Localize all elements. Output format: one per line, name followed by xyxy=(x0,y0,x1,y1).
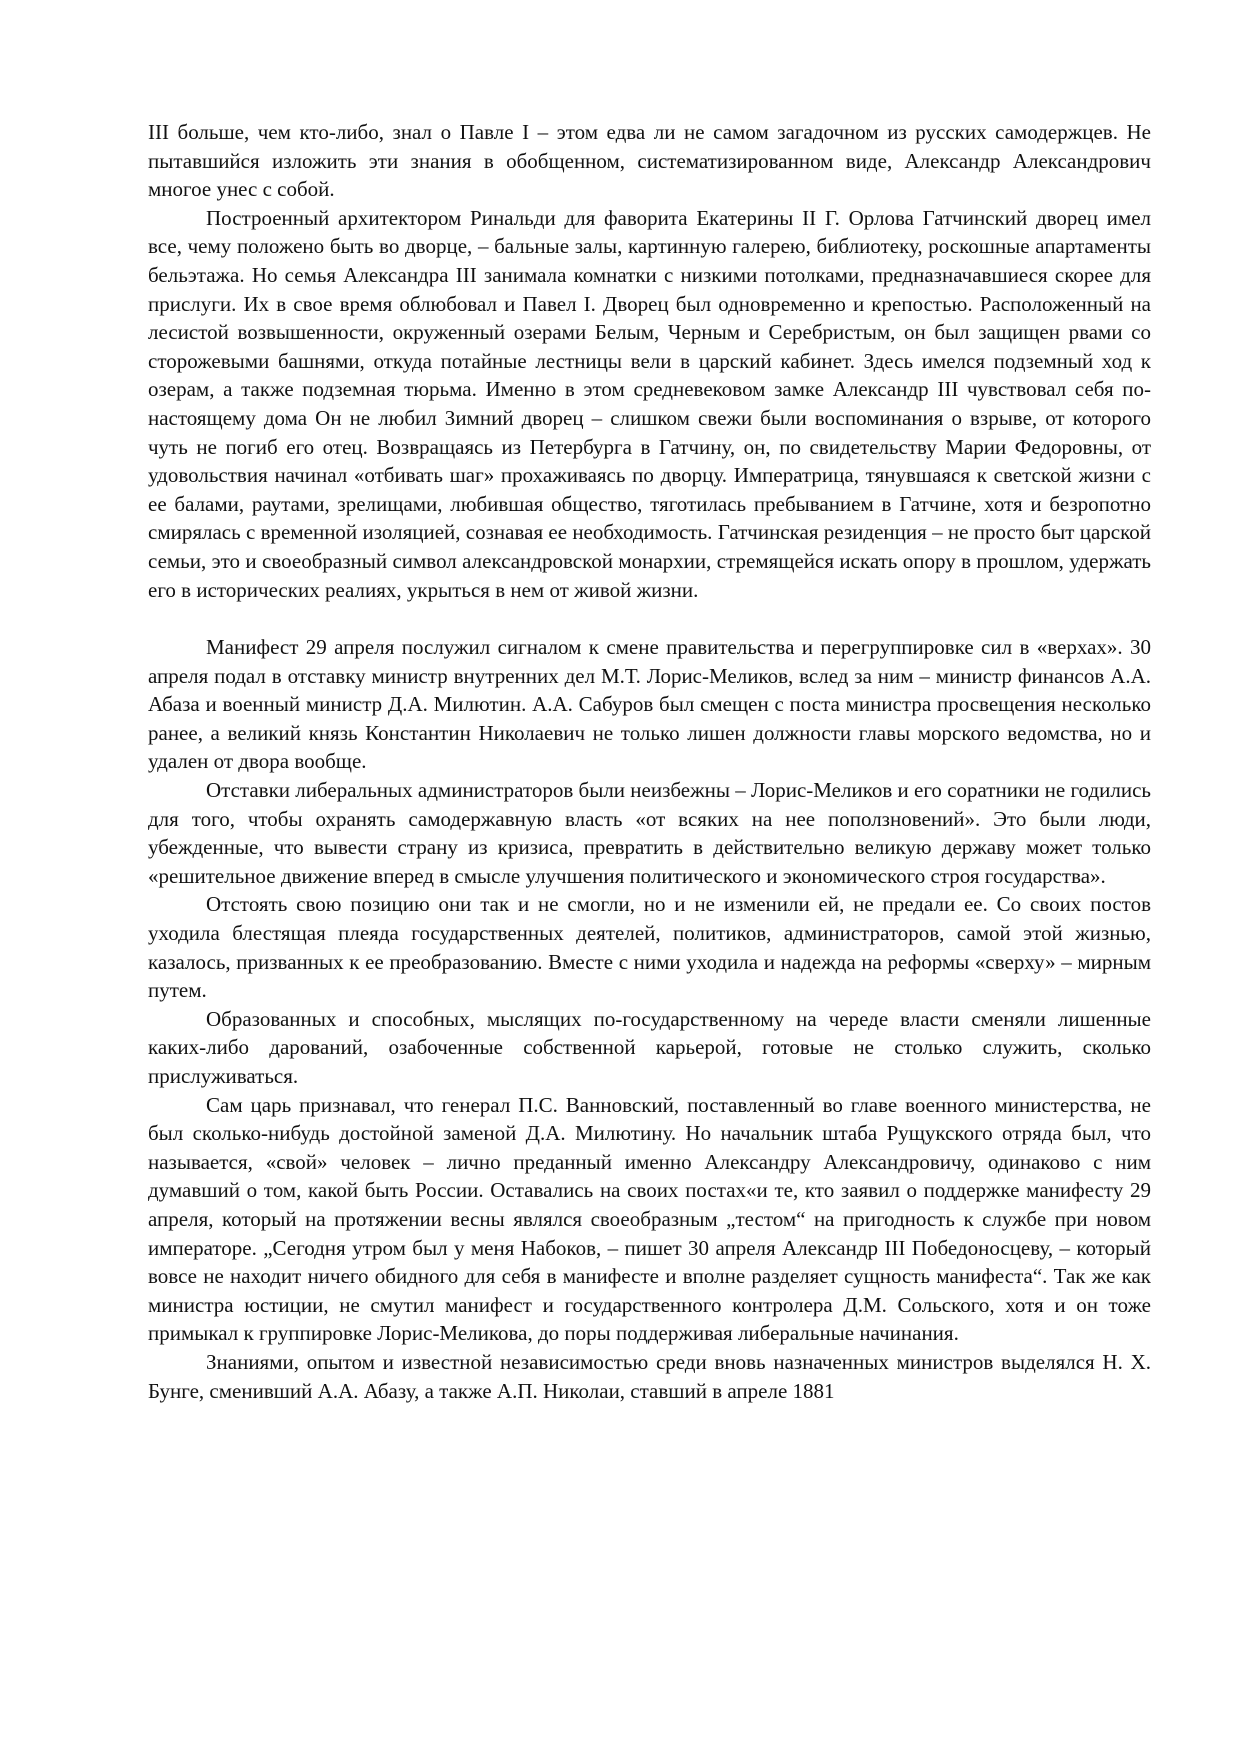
paragraph: III больше, чем кто-либо, знал о Павле I – этом едва ли не самом загадочном из русских самодержцев. Не пытавшийся изложить эти знания в обобщенном, систематизированном виде, Александр Александрович многое унес с собой. xyxy=(148,120,1151,202)
paragraph: Знаниями, опытом и известной независимостью среди вновь назначенных министров выделялся Н. Х. Бунге, сменивший А.А. Абазу, а также А.П. Николаи, ставший в апреле 1881 xyxy=(148,1349,1151,1403)
paragraph: Отстоять свою позицию они так и не смогли, но и не изменили ей, не предали ее. Со своих постов уходила блестящая плеяда государственных деятелей, политиков, администраторов, самой этой жизнью, казалось, призванных к ее преобразованию. Вместе с ними уходила и надежда на реформы «сверху» – мирным путем. xyxy=(148,892,1151,1003)
paragraph: Построенный архитектором Ринальди для фаворита Екатерины II Г. Орлова Гатчинский дворец имел все, чему положено быть во дворце, – бальные залы, картинную галерею, библиотеку, роскошные апартаменты бельэтажа. Но семья Александра III занимала комнатки с низкими потолками, предназначавшиеся скорее для прислуги. Их в свое время облюбовал и Павел I. Дворец был одновременно и крепостью. Расположенный на лесистой возвышенности, окруженный озерами Белым, Черным и Серебристым, он был защищен рвами со сторожевыми башнями, откуда потайные лестницы вели в царский кабинет. Здесь имелся подземный ход к озерам, а также подземная тюрьма. Именно в этом средневековом замке Александр III чувствовал себя по-настоящему дома Он не любил Зимний дворец – слишком свежи были воспоминания о взрыве, от которого чуть не погиб его отец. Возвращаясь из Петербурга в Гатчину, он, по свидетельству Марии Федоровны, от удовольствия начинал «отбивать шаг» прохаживаясь по дворцу. Императрица, тянувшаяся к светской жизни с ее балами, раутами, зрелищами, любившая общество, тяготилась пребыванием в Гатчине, хотя и безропотно смирялась с временной изоляцией, сознавая ее необходимость. Гатчинская резиденция – не просто быт царской семьи, это и своеобразный символ александровской монархии, стремящейся искать опору в прошлом, удержать его в исторических реалиях, укрыться в нем от живой жизни. xyxy=(148,205,1151,602)
paragraph: Сам царь признавал, что генерал П.С. Ванновский, поставленный во главе военного министерства, не был сколько-нибудь достойной заменой Д.А. Милютину. Но начальник штаба Рущукского отряда был, что называется, «свой» человек – лично преданный именно Александру Александровичу, одинаково с ним думавший о том, какой быть России. Оставались на своих постах«и те, кто заявил о поддержке манифесту 29 апреля, который на протяжении весны являлся своеобразным „тестом“ на пригодность к службе при новом императоре. „Сегодня утром был у меня Набоков, – пишет 30 апреля Александр III Победоносцеву, – который вовсе не находит ничего обидного для себя в манифесте и вполне разделяет сущность манифеста“. Так же как министра юстиции, не смутил манифест и государственного контролера Д.М. Сольского, хотя и он тоже примыкал к группировке Лорис-Меликова, до поры поддерживая либеральные начинания. xyxy=(148,1092,1151,1346)
paragraph: Отставки либеральных администраторов были неизбежны – Лорис-Меликов и его соратники не годились для того, чтобы охранять самодержавную власть «от всяких на нее поползновений». Это были люди, убежденные, что вывести страну из кризиса, превратить в действительно великую державу может только «решительное движение вперед в смысле улучшения политического и экономического строя государства». xyxy=(148,778,1151,888)
document-page xyxy=(148,118,1151,1405)
section-break xyxy=(148,604,1151,633)
paragraph: Манифест 29 апреля послужил сигналом к смене правительства и перегруппировке сил в «верхах». 30 апреля подал в отставку министр внутренних дел М.Т. Лорис-Меликов, вслед за ним – министр финансов А.А. Абаза и военный министр Д.А. Милютин. А.А. Сабуров был смещен с поста министра просвещения несколько ранее, а великий князь Константин Николаевич не только лишен должности главы морского ведомства, но и удален от двора вообще. xyxy=(148,635,1151,774)
paragraph: Образованных и способных, мыслящих по-государственному на череде власти сменяли лишенные каких-либо дарований, озабоченные собственной карьерой, готовые не столько служить, сколько прислуживаться. xyxy=(148,1006,1151,1088)
